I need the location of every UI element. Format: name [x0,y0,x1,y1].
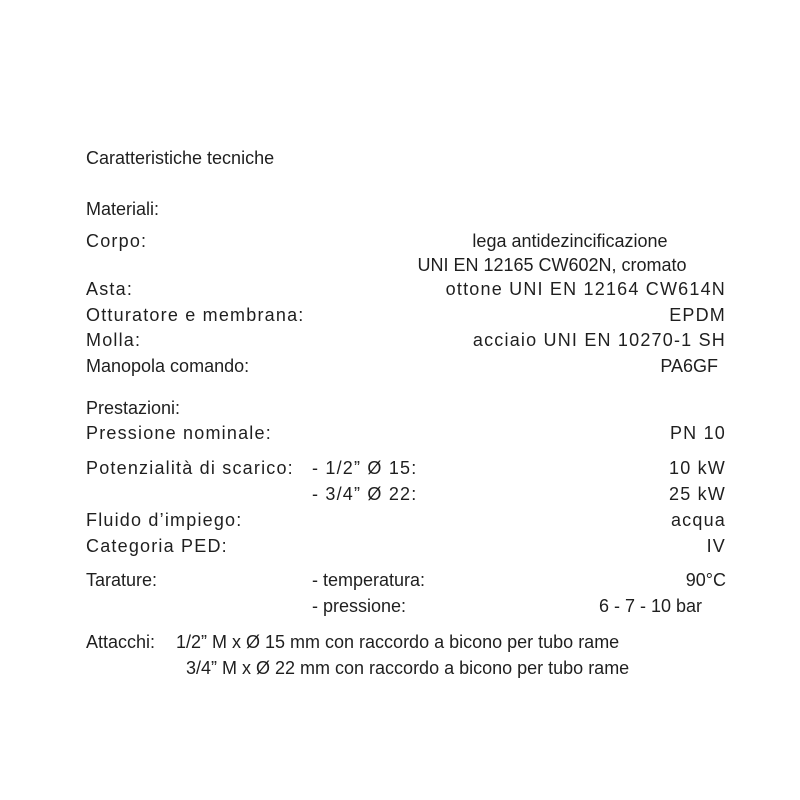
attacchi-line-1: 1/2” M x Ø 15 mm con raccordo a bicono per tubo rame [176,632,620,652]
value-fluido: acqua [670,510,726,530]
potenzialita-size: - 1/2” Ø 15: [312,458,418,478]
label-tarature: Tarature: [86,570,158,590]
label-asta: Asta: [86,279,134,299]
tarature-name: - temperatura: [312,570,426,590]
label-fluido: Fluido d’impiego: [86,510,243,530]
value-categoria-ped: IV [706,536,726,556]
value-corpo-1: lega antidezincificazione [472,231,668,251]
potenzialita-value: 25 kW [668,484,726,504]
label-potenzialita: Potenzialità di scarico: [86,458,294,478]
value-manopola: PA6GF [660,356,718,376]
page-title: Caratteristiche tecniche [86,148,275,168]
label-molla: Molla: [86,330,142,350]
label-corpo: Corpo: [86,231,148,251]
value-asta: ottone UNI EN 12164 CW614N [445,279,726,299]
section-heading-prestazioni: Prestazioni: [86,398,181,418]
section-heading-materiali: Materiali: [86,199,160,219]
label-attacchi: Attacchi: [86,632,156,652]
value-pressione-nominale: PN 10 [669,423,726,443]
value-otturatore: EPDM [669,305,726,325]
label-manopola: Manopola comando: [86,356,250,376]
value-molla: acciaio UNI EN 10270-1 SH [472,330,726,350]
label-otturatore: Otturatore e membrana: [86,305,305,325]
label-categoria-ped: Categoria PED: [86,536,228,556]
value-corpo-2: UNI EN 12165 CW602N, cromato [417,255,687,275]
attacchi-line-2: 3/4” M x Ø 22 mm con raccordo a bicono per tubo rame [186,658,630,678]
potenzialita-size: - 3/4” Ø 22: [312,484,418,504]
label-pressione-nominale: Pressione nominale: [86,423,272,443]
tarature-value: 6 - 7 - 10 bar [598,596,702,616]
tarature-value: 90°C [685,570,726,590]
potenzialita-value: 10 kW [668,458,726,478]
tarature-name: - pressione: [312,596,407,616]
